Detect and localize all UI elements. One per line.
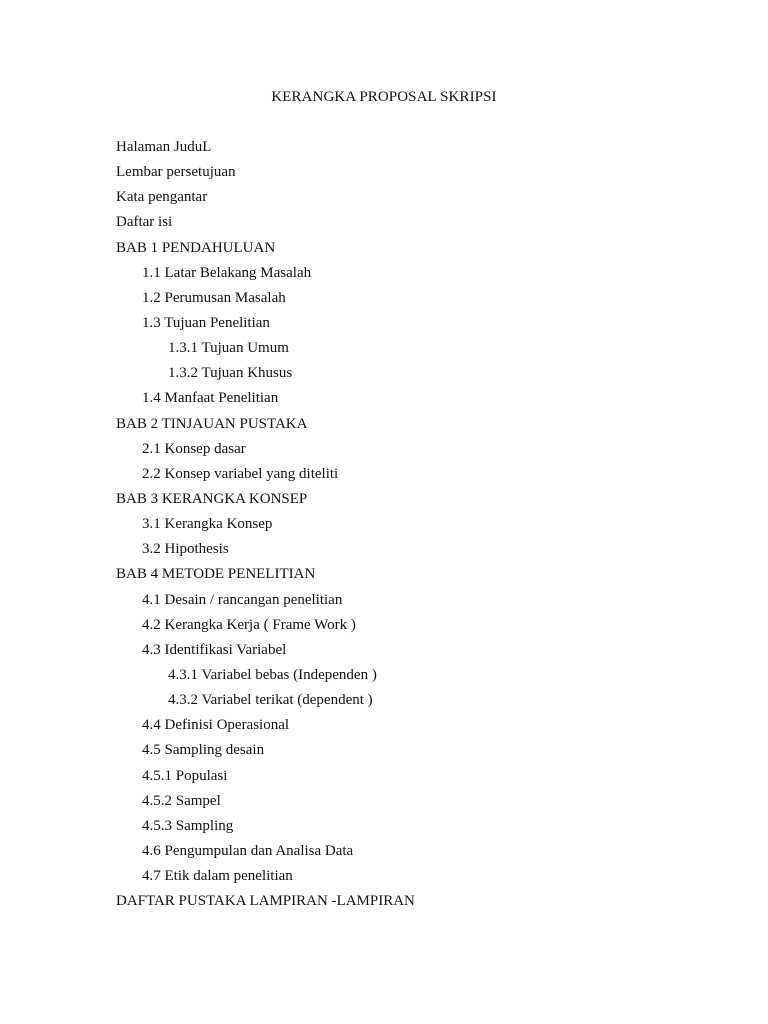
outline-heading: BAB 3 KERANGKA KONSEP (116, 490, 308, 507)
outline-subitem: 2.1 Konsep dasar (142, 440, 246, 457)
outline-subitem: 4.1 Desain / rancangan penelitian (142, 591, 343, 608)
outline-subitem: 4.5.2 Sampel (142, 792, 221, 809)
outline-subitem: 4.3 Identifikasi Variabel (142, 641, 287, 658)
outline-subsubitem: 1.3.1 Tujuan Umum (168, 340, 289, 357)
outline-subitem: 4.2 Kerangka Kerja ( Frame Work ) (142, 616, 356, 633)
outline-heading: BAB 1 PENDAHULUAN (116, 239, 276, 256)
outline-heading: Halaman JuduL (116, 139, 212, 155)
outline-heading: DAFTAR PUSTAKA LAMPIRAN -LAMPIRAN (116, 893, 415, 910)
outline-subitem: 4.6 Pengumpulan dan Analisa Data (142, 842, 354, 859)
outline-subitem: 1.2 Perumusan Masalah (142, 289, 286, 306)
outline-heading: Daftar isi (116, 214, 173, 231)
document-title: KERANGKA PROPOSAL SKRIPSI (271, 89, 497, 105)
outline-list (116, 137, 415, 916)
outline-subitem: 3.2 Hipothesis (142, 541, 229, 558)
outline-subitem: 1.1 Latar Belakang Masalah (142, 264, 312, 281)
outline-subitem: 2.2 Konsep variabel yang diteliti (142, 465, 339, 482)
outline-subitem: 4.4 Definisi Operasional (142, 717, 290, 734)
outline-subitem: 4.5 Sampling desain (142, 742, 265, 759)
outline-subitem: 1.3 Tujuan Penelitian (142, 314, 270, 331)
outline-subsubitem: 1.3.2 Tujuan Khusus (168, 365, 293, 382)
outline-subitem: 4.7 Etik dalam penelitian (142, 868, 293, 885)
outline-heading: BAB 2 TINJAUAN PUSTAKA (116, 415, 308, 432)
outline-subitem: 4.5.1 Populasi (142, 767, 228, 784)
outline-heading: Kata pengantar (116, 189, 208, 206)
outline-subsubitem: 4.3.2 Variabel terikat (dependent ) (168, 692, 373, 709)
outline-subitem: 4.5.3 Sampling (142, 817, 234, 834)
outline-heading: BAB 4 METODE PENELITIAN (116, 566, 316, 583)
outline-subsubitem: 4.3.1 Variabel bebas (Independen ) (168, 666, 377, 683)
outline-heading: Lembar persetujuan (116, 164, 236, 181)
outline-subitem: 3.1 Kerangka Konsep (142, 516, 273, 533)
outline-subitem: 1.4 Manfaat Penelitian (142, 390, 279, 407)
